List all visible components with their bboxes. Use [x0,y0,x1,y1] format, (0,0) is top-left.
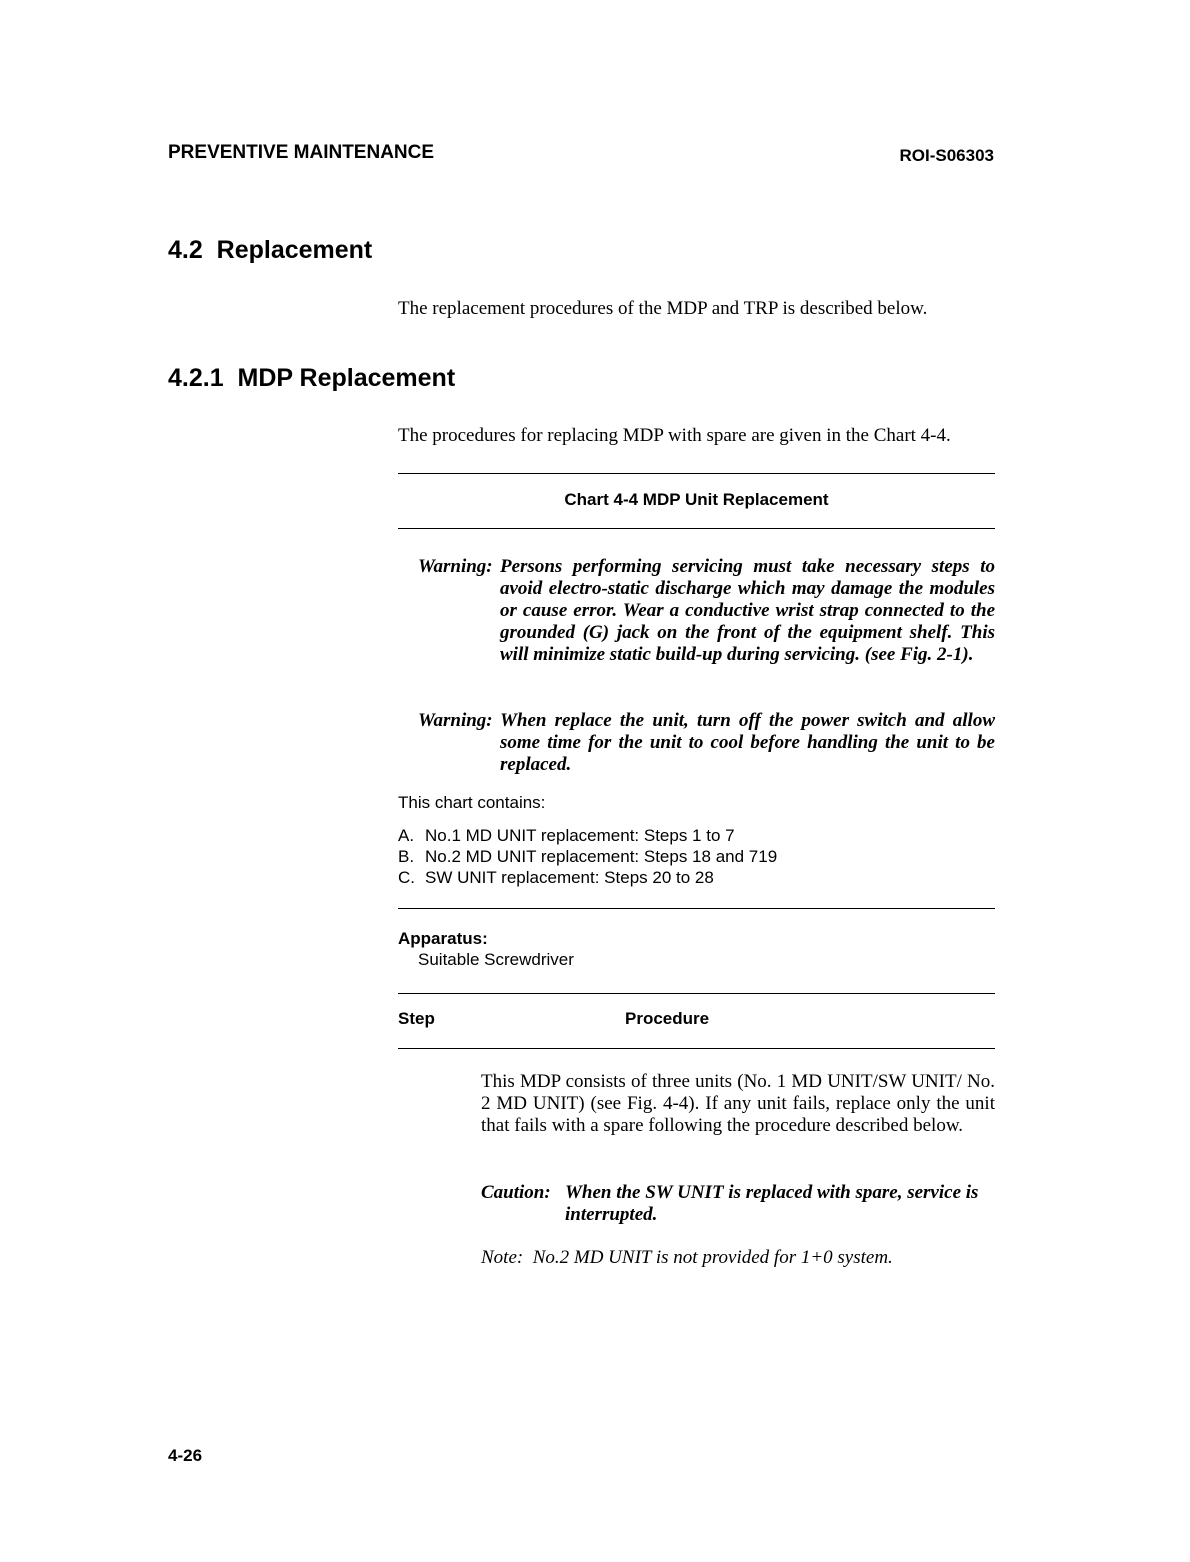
section-intro: The replacement procedures of the MDP and TRP is described below. [398,298,928,319]
chart-title: Chart 4-4 MDP Unit Replacement [564,490,829,509]
chart-top-rule [398,473,995,474]
table-header-top-rule [398,993,995,994]
contents-label: This chart contains: [398,793,546,812]
caution-block [481,1182,995,1226]
running-header-title: PREVENTIVE MAINTENANCE [168,142,435,163]
apparatus-value: Suitable Screwdriver [418,950,574,969]
caution-label: Caution: [481,1182,551,1203]
apparatus-label: Apparatus: [398,929,488,948]
warning-power [398,710,995,776]
subsection-intro: The procedures for replacing MDP with spare are given in the Chart 4-4. [398,425,951,446]
warning-esd [398,556,995,688]
page-number: 4-26 [168,1446,203,1465]
list-item: A. No.1 MD UNIT replacement: Steps 1 to 7 [398,826,735,845]
table-header-bottom-rule [398,1048,995,1049]
column-header-procedure: Procedure [625,1009,710,1028]
chart-title-rule [398,528,995,529]
warning-label: Warning: [418,556,493,577]
subsection-heading: 4.2.1 MDP Replacement [168,364,456,392]
apparatus-rule [398,908,995,909]
running-header-doc-id: ROI-S06303 [899,146,994,165]
note-text: Note: No.2 MD UNIT is not provided for 1+0 system. [481,1247,893,1268]
section-heading: 4.2 Replacement [168,236,373,264]
caution-text: When the SW UNIT is replaced with spare, service is interrupted. [565,1182,979,1225]
procedure-paragraph: This MDP consists of three units (No. 1 MD UNIT/SW UNIT/ No. 2 MD UNIT) (see Fig. 4-4). If any unit fails, replace only the unit that fails with a spare following the procedure described below. [481,1071,995,1136]
warning-text: Persons performing servicing must take necessary steps to avoid electro-static discharge which may damage the modules or cause error. Wear a conductive wrist strap connected to the grounded (G) jack on the front of the equipment shelf. This will minimize static build-up during servicing. (see Fig. 2-1). [500,556,995,665]
list-item: B. No.2 MD UNIT replacement: Steps 18 and 719 [398,847,778,866]
warning-text: When replace the unit, turn off the power switch and allow some time for the unit to cool before handling the unit to be replaced. [500,710,995,775]
list-item: C. SW UNIT replacement: Steps 20 to 28 [398,868,714,887]
contents-list [398,825,777,888]
warning-label: Warning: [418,710,493,731]
column-header-step: Step [398,1009,435,1028]
